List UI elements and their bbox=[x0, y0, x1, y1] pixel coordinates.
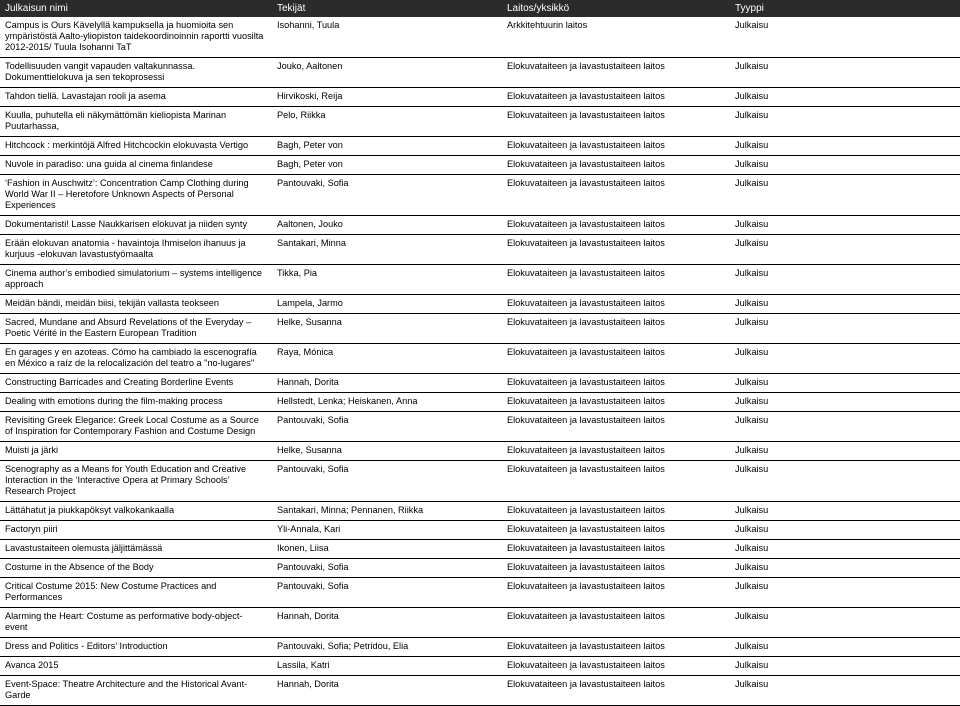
publication-title-cell: Lavastustaiteen olemusta jäljittämässä bbox=[0, 540, 272, 559]
authors-cell: Bagh, Peter von bbox=[272, 137, 502, 156]
authors-cell: Pantouvaki, Sofia bbox=[272, 412, 502, 442]
table-row bbox=[0, 374, 960, 393]
type-cell: Julkaisu bbox=[730, 235, 960, 265]
type-cell: Julkaisu bbox=[730, 156, 960, 175]
type-cell: Julkaisu bbox=[730, 578, 960, 608]
authors-cell: Isohanni, Tuula bbox=[272, 17, 502, 58]
header-authors: Tekijät bbox=[272, 0, 502, 17]
table-row bbox=[0, 540, 960, 559]
table-row bbox=[0, 559, 960, 578]
header-row bbox=[0, 0, 960, 17]
publication-title-cell: Scenography as a Means for Youth Education and Creative Interaction in the ‘Interactive Opera at Primary Schools’ Research Project bbox=[0, 461, 272, 502]
table-row bbox=[0, 314, 960, 344]
authors-cell: Tikka, Pia bbox=[272, 265, 502, 295]
unit-cell: Elokuvataiteen ja lavastustaiteen laitos bbox=[502, 412, 730, 442]
table-row bbox=[0, 216, 960, 235]
unit-cell: Elokuvataiteen ja lavastustaiteen laitos bbox=[502, 374, 730, 393]
type-cell: Julkaisu bbox=[730, 107, 960, 137]
unit-cell: Elokuvataiteen ja lavastustaiteen laitos bbox=[502, 107, 730, 137]
table-row bbox=[0, 156, 960, 175]
table-row bbox=[0, 88, 960, 107]
type-cell: Julkaisu bbox=[730, 265, 960, 295]
table-row bbox=[0, 235, 960, 265]
authors-cell: Pantouvaki, Sofia bbox=[272, 559, 502, 578]
type-cell: Julkaisu bbox=[730, 344, 960, 374]
authors-cell: Helke, Susanna bbox=[272, 314, 502, 344]
unit-cell: Elokuvataiteen ja lavastustaiteen laitos bbox=[502, 608, 730, 638]
publication-title-cell: Avanca 2015 bbox=[0, 657, 272, 676]
header-type: Tyyppi bbox=[730, 0, 960, 17]
publication-title-cell: Event-Space: Theatre Architecture and the Historical Avant-Garde bbox=[0, 676, 272, 706]
authors-cell: Santakari, Minna bbox=[272, 235, 502, 265]
publication-title-cell: Kuulla, puhutella eli näkymättömän kieliopista Marinan Puutarhassa, bbox=[0, 107, 272, 137]
publication-title-cell: Todellisuuden vangit vapauden valtakunnassa. Dokumenttielokuva ja sen tekoprosessi bbox=[0, 58, 272, 88]
type-cell: Julkaisu bbox=[730, 216, 960, 235]
unit-cell: Elokuvataiteen ja lavastustaiteen laitos bbox=[502, 265, 730, 295]
unit-cell: Elokuvataiteen ja lavastustaiteen laitos bbox=[502, 502, 730, 521]
unit-cell: Elokuvataiteen ja lavastustaiteen laitos bbox=[502, 461, 730, 502]
authors-cell: Bagh, Peter von bbox=[272, 156, 502, 175]
table-row bbox=[0, 393, 960, 412]
type-cell: Julkaisu bbox=[730, 559, 960, 578]
header-unit: Laitos/yksikkö bbox=[502, 0, 730, 17]
table-row bbox=[0, 295, 960, 314]
publication-title-cell: Campus is Ours Kävelyllä kampuksella ja huomioita sen ympäristöstä Aalto-yliopiston taidekoordinoinnin raportti vuosilta 2012-2015/ Tuula Isohanni TaT bbox=[0, 17, 272, 58]
authors-cell: Hirvikoski, Reija bbox=[272, 88, 502, 107]
table-row bbox=[0, 578, 960, 608]
authors-cell: Yli-Annala, Kari bbox=[272, 521, 502, 540]
publication-title-cell: Tahdon tiellä. Lavastajan rooli ja asema bbox=[0, 88, 272, 107]
type-cell: Julkaisu bbox=[730, 638, 960, 657]
authors-cell: Jouko, Aaltonen bbox=[272, 58, 502, 88]
table-row bbox=[0, 107, 960, 137]
unit-cell: Elokuvataiteen ja lavastustaiteen laitos bbox=[502, 175, 730, 216]
unit-cell: Elokuvataiteen ja lavastustaiteen laitos bbox=[502, 393, 730, 412]
unit-cell: Elokuvataiteen ja lavastustaiteen laitos bbox=[502, 559, 730, 578]
table-row bbox=[0, 412, 960, 442]
authors-cell: Pantouvaki, Sofia bbox=[272, 175, 502, 216]
type-cell: Julkaisu bbox=[730, 502, 960, 521]
type-cell: Julkaisu bbox=[730, 676, 960, 706]
publication-title-cell: Sacred, Mundane and Absurd Revelations of the Everyday – Poetic Vérité in the Eastern European Tradition bbox=[0, 314, 272, 344]
publication-title-cell: Hitchcock : merkintöjä Alfred Hitchcockin elokuvasta Vertigo bbox=[0, 137, 272, 156]
publication-title-cell: Critical Costume 2015: New Costume Practices and Performances bbox=[0, 578, 272, 608]
unit-cell: Elokuvataiteen ja lavastustaiteen laitos bbox=[502, 295, 730, 314]
type-cell: Julkaisu bbox=[730, 17, 960, 58]
authors-cell: Lassila, Katri bbox=[272, 657, 502, 676]
type-cell: Julkaisu bbox=[730, 540, 960, 559]
type-cell: Julkaisu bbox=[730, 461, 960, 502]
table-row bbox=[0, 502, 960, 521]
publication-title-cell: Lättähatut ja piukkapöksyt valkokankaalla bbox=[0, 502, 272, 521]
header-title: Julkaisun nimi bbox=[0, 0, 272, 17]
publication-title-cell: Nuvole in paradiso: una guida al cinema finlandese bbox=[0, 156, 272, 175]
unit-cell: Elokuvataiteen ja lavastustaiteen laitos bbox=[502, 58, 730, 88]
publication-title-cell: Costume in the Absence of the Body bbox=[0, 559, 272, 578]
authors-cell: Hannah, Dorita bbox=[272, 374, 502, 393]
authors-cell: Pantouvaki, Sofia bbox=[272, 461, 502, 502]
publication-title-cell: Cinema author’s embodied simulatorium – systems intelligence approach bbox=[0, 265, 272, 295]
unit-cell: Elokuvataiteen ja lavastustaiteen laitos bbox=[502, 578, 730, 608]
type-cell: Julkaisu bbox=[730, 175, 960, 216]
table-row bbox=[0, 442, 960, 461]
table-header bbox=[0, 0, 960, 17]
table-row bbox=[0, 638, 960, 657]
publication-title-cell: En garages y en azoteas. Cómo ha cambiado la escenografía en México a raíz de la relocalización del teatro a "no-lugares" bbox=[0, 344, 272, 374]
unit-cell: Elokuvataiteen ja lavastustaiteen laitos bbox=[502, 156, 730, 175]
unit-cell: Arkkitehtuurin laitos bbox=[502, 17, 730, 58]
unit-cell: Elokuvataiteen ja lavastustaiteen laitos bbox=[502, 676, 730, 706]
table-row bbox=[0, 608, 960, 638]
authors-cell: Raya, Mónica bbox=[272, 344, 502, 374]
authors-cell: Aaltonen, Jouko bbox=[272, 216, 502, 235]
authors-cell: Hellstedt, Lenka; Heiskanen, Anna bbox=[272, 393, 502, 412]
authors-cell: Hannah, Dorita bbox=[272, 608, 502, 638]
publication-title-cell: Dress and Politics - Editors’ Introduction bbox=[0, 638, 272, 657]
table-row bbox=[0, 17, 960, 58]
authors-cell: Pantouvaki, Sofia bbox=[272, 578, 502, 608]
publication-title-cell: Factoryn piiri bbox=[0, 521, 272, 540]
authors-cell: Pelo, Riikka bbox=[272, 107, 502, 137]
unit-cell: Elokuvataiteen ja lavastustaiteen laitos bbox=[502, 442, 730, 461]
publication-title-cell: Constructing Barricades and Creating Borderline Events bbox=[0, 374, 272, 393]
unit-cell: Elokuvataiteen ja lavastustaiteen laitos bbox=[502, 540, 730, 559]
type-cell: Julkaisu bbox=[730, 314, 960, 344]
type-cell: Julkaisu bbox=[730, 608, 960, 638]
type-cell: Julkaisu bbox=[730, 412, 960, 442]
unit-cell: Elokuvataiteen ja lavastustaiteen laitos bbox=[502, 235, 730, 265]
table-row bbox=[0, 265, 960, 295]
publication-title-cell: ‘Fashion in Auschwitz’: Concentration Camp Clothing during World War II – Heretofore Unknown Aspects of Personal Experiences bbox=[0, 175, 272, 216]
type-cell: Julkaisu bbox=[730, 58, 960, 88]
unit-cell: Elokuvataiteen ja lavastustaiteen laitos bbox=[502, 657, 730, 676]
unit-cell: Elokuvataiteen ja lavastustaiteen laitos bbox=[502, 88, 730, 107]
table-row bbox=[0, 676, 960, 706]
authors-cell: Santakari, Minna; Pennanen, Riikka bbox=[272, 502, 502, 521]
authors-cell: Helke, Susanna bbox=[272, 442, 502, 461]
type-cell: Julkaisu bbox=[730, 521, 960, 540]
type-cell: Julkaisu bbox=[730, 657, 960, 676]
authors-cell: Hannah, Dorita bbox=[272, 676, 502, 706]
type-cell: Julkaisu bbox=[730, 88, 960, 107]
table-row bbox=[0, 657, 960, 676]
table-row bbox=[0, 137, 960, 156]
unit-cell: Elokuvataiteen ja lavastustaiteen laitos bbox=[502, 521, 730, 540]
table-row bbox=[0, 344, 960, 374]
unit-cell: Elokuvataiteen ja lavastustaiteen laitos bbox=[502, 638, 730, 657]
table-row bbox=[0, 461, 960, 502]
publication-title-cell: Revisiting Greek Elegance: Greek Local Costume as a Source of Inspiration for Contemporary Fashion and Costume Design bbox=[0, 412, 272, 442]
unit-cell: Elokuvataiteen ja lavastustaiteen laitos bbox=[502, 314, 730, 344]
type-cell: Julkaisu bbox=[730, 442, 960, 461]
publication-title-cell: Alarming the Heart: Costume as performative body-object-event bbox=[0, 608, 272, 638]
type-cell: Julkaisu bbox=[730, 374, 960, 393]
authors-cell: Ikonen, Liisa bbox=[272, 540, 502, 559]
publication-title-cell: Meidän bändi, meidän biisi, tekijän vallasta teokseen bbox=[0, 295, 272, 314]
publication-title-cell: Dealing with emotions during the film-making process bbox=[0, 393, 272, 412]
table-row bbox=[0, 175, 960, 216]
table-row bbox=[0, 58, 960, 88]
unit-cell: Elokuvataiteen ja lavastustaiteen laitos bbox=[502, 344, 730, 374]
type-cell: Julkaisu bbox=[730, 137, 960, 156]
publication-title-cell: Muisti ja järki bbox=[0, 442, 272, 461]
table-row bbox=[0, 521, 960, 540]
authors-cell: Pantouvaki, Sofia; Petridou, Elia bbox=[272, 638, 502, 657]
publication-title-cell: Erään elokuvan anatomia - havaintoja Ihmiselon ihanuus ja kurjuus -elokuvan lavastustyömaalta bbox=[0, 235, 272, 265]
authors-cell: Lampela, Jarmo bbox=[272, 295, 502, 314]
unit-cell: Elokuvataiteen ja lavastustaiteen laitos bbox=[502, 216, 730, 235]
type-cell: Julkaisu bbox=[730, 295, 960, 314]
publication-title-cell: Dokumentaristi! Lasse Naukkarisen elokuvat ja niiden synty bbox=[0, 216, 272, 235]
table-body bbox=[0, 17, 960, 706]
unit-cell: Elokuvataiteen ja lavastustaiteen laitos bbox=[502, 137, 730, 156]
type-cell: Julkaisu bbox=[730, 393, 960, 412]
